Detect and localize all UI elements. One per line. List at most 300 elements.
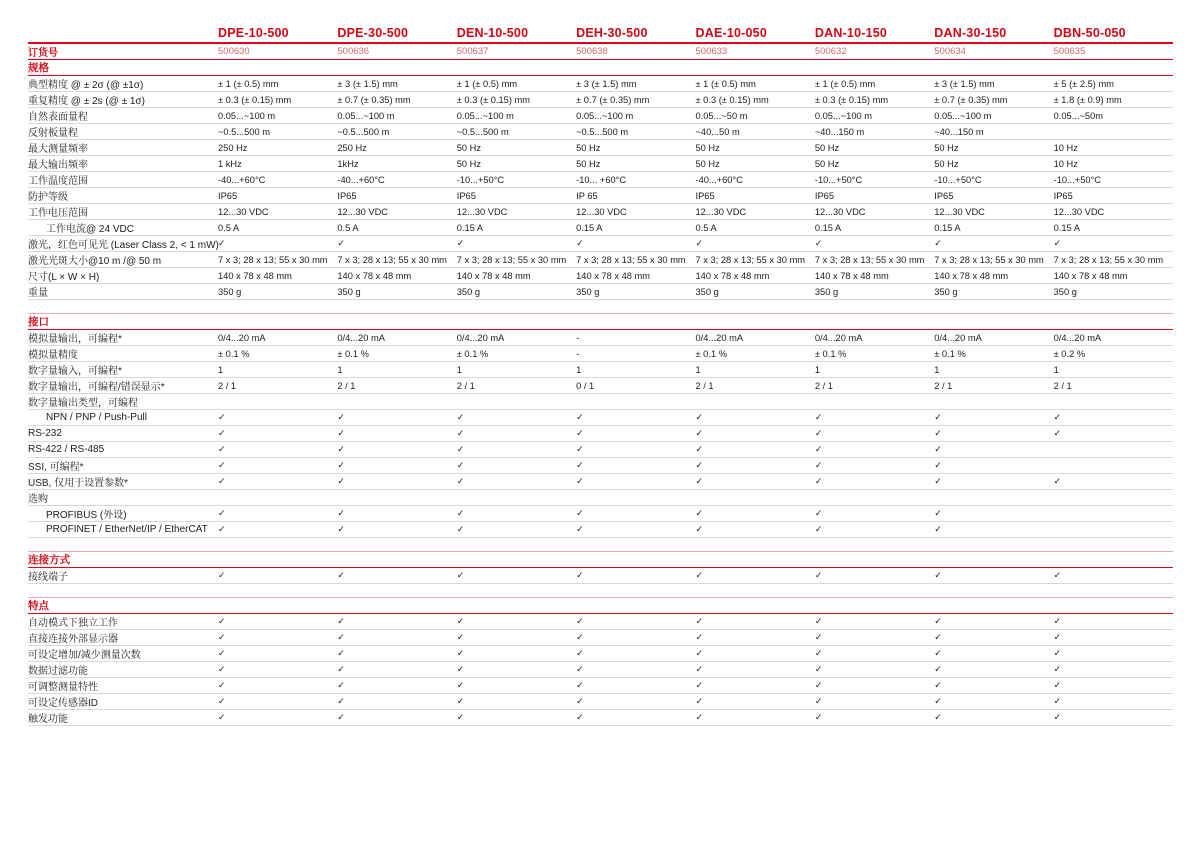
check-icon: ✓: [456, 476, 465, 486]
product-spec-table: [28, 25, 1173, 726]
value-cell: 2 / 1: [337, 380, 356, 391]
product-name-dpe-30-500: DPE-30-500: [337, 26, 409, 40]
value-cell: 10 Hz: [1053, 142, 1078, 153]
check-icon: ✓: [814, 238, 823, 248]
check-icon: ✓: [934, 570, 942, 580]
value-cell: ± 0.1 %: [814, 348, 847, 359]
value-cell: ± 5 (± 2.5) mm: [1053, 78, 1114, 89]
check-icon: ✓: [695, 680, 704, 690]
check-icon: ✓: [456, 570, 465, 580]
check-icon: ✓: [337, 712, 345, 722]
row-label: 激光，红色可见光 (Laser Class 2, < 1 mW): [28, 240, 219, 251]
check-icon: ✓: [218, 428, 226, 438]
check-icon: ✓: [456, 412, 465, 422]
check-icon: ✓: [576, 412, 584, 422]
row-label: 数字量输入，可编程*: [28, 366, 122, 377]
value-cell: ± 0.3 (± 0.15) mm: [695, 94, 769, 105]
value-cell: 0.05...~100 m: [934, 110, 992, 121]
section-title-interface: 接口: [28, 316, 49, 328]
check-icon: ✓: [934, 524, 942, 534]
value-cell: 1 kHz: [218, 158, 242, 169]
value-cell: 0.15 A: [456, 222, 484, 233]
table-row: [28, 172, 1173, 188]
value-cell: ± 1.8 (± 0.9) mm: [1053, 94, 1122, 105]
check-icon: ✓: [337, 680, 345, 690]
value-cell: -: [576, 348, 580, 359]
row-label: 工作电压范围: [28, 208, 88, 219]
check-icon: ✓: [934, 680, 942, 690]
check-icon: ✓: [1053, 648, 1062, 658]
row-label: 重量: [28, 288, 48, 299]
check-icon: ✓: [814, 460, 823, 470]
table-row: [28, 268, 1173, 284]
value-cell: ± 0.3 (± 0.15) mm: [218, 94, 292, 105]
check-icon: ✓: [934, 508, 942, 518]
row-label: 激光光斑大小@10 m /@ 50 m: [28, 256, 162, 267]
value-cell: ± 0.2 %: [1053, 348, 1086, 359]
value-cell: IP65: [218, 190, 238, 201]
product-name-dae-10-050: DAE-10-050: [695, 26, 767, 40]
check-icon: ✓: [814, 712, 823, 722]
value-cell: -40...+60°C: [695, 174, 743, 185]
check-icon: ✓: [337, 664, 345, 674]
check-icon: ✓: [456, 428, 465, 438]
value-cell: 0.05...~100 m: [814, 110, 872, 121]
value-cell: 50 Hz: [814, 158, 840, 169]
value-cell: 50 Hz: [934, 158, 959, 169]
value-cell: 2 / 1: [1053, 380, 1072, 391]
row-label: 工作电流@ 24 VDC: [46, 224, 134, 235]
check-icon: ✓: [337, 476, 345, 486]
row-label: USB, 仅用于设置参数*: [28, 478, 129, 489]
table-row: [28, 140, 1173, 156]
value-cell: -40...+60°C: [337, 174, 385, 185]
check-icon: ✓: [576, 616, 584, 626]
product-name-den-10-500: DEN-10-500: [456, 26, 529, 40]
check-icon: ✓: [814, 570, 823, 580]
row-label: 防护等级: [28, 192, 68, 203]
value-cell: 350 g: [1053, 286, 1077, 297]
value-cell: IP65: [695, 190, 715, 201]
row-label: PROFIBUS (外设): [46, 510, 127, 521]
order-number: 500638: [576, 46, 608, 57]
check-icon: ✓: [814, 648, 823, 658]
table-row: [28, 124, 1173, 140]
value-cell: 0/4...20 mA: [695, 332, 744, 343]
value-cell: 7 x 3; 28 x 13; 55 x 30 mm: [1053, 254, 1164, 265]
table-row: [28, 236, 1173, 252]
check-icon: ✓: [456, 632, 465, 642]
value-cell: 7 x 3; 28 x 13; 55 x 30 mm: [218, 254, 328, 265]
check-icon: ✓: [337, 428, 345, 438]
value-cell: 7 x 3; 28 x 13; 55 x 30 mm: [576, 254, 686, 265]
order-number-row: [28, 44, 1173, 60]
value-cell: 12...30 VDC: [337, 206, 389, 217]
value-cell: -10...+50°C: [934, 174, 982, 185]
check-icon: ✓: [337, 508, 345, 518]
table-row: [28, 662, 1173, 678]
value-cell: ± 0.7 (± 0.35) mm: [934, 94, 1008, 105]
table-row: [28, 156, 1173, 172]
value-cell: 0.05...~100 m: [218, 110, 276, 121]
value-cell: 0.5 A: [218, 222, 240, 233]
check-icon: ✓: [1053, 476, 1062, 486]
check-icon: ✓: [1053, 616, 1062, 626]
value-cell: 7 x 3; 28 x 13; 55 x 30 mm: [337, 254, 447, 265]
check-icon: ✓: [934, 238, 942, 248]
value-cell: ± 0.3 (± 0.15) mm: [456, 94, 530, 105]
check-icon: ✓: [695, 524, 704, 534]
row-label: 接线端子: [28, 572, 68, 583]
check-icon: ✓: [337, 616, 345, 626]
row-label: 直接连接外部显示器: [28, 634, 118, 645]
section-title-features: 特点: [28, 600, 49, 612]
value-cell: IP 65: [576, 190, 598, 201]
section-header-connection: [28, 551, 1173, 568]
check-icon: ✓: [456, 696, 465, 706]
check-icon: ✓: [1053, 696, 1062, 706]
value-cell: 1: [218, 364, 224, 375]
order-number: 500633: [695, 46, 728, 57]
value-cell: 12...30 VDC: [456, 206, 508, 217]
value-cell: 1: [576, 364, 582, 375]
check-icon: ✓: [337, 238, 345, 248]
check-icon: ✓: [934, 712, 942, 722]
value-cell: 140 x 78 x 48 mm: [814, 270, 889, 281]
row-label: 最大输出频率: [28, 160, 88, 171]
value-cell: ~40...150 m: [814, 126, 865, 137]
table-row: [28, 92, 1173, 108]
value-cell: 12...30 VDC: [1053, 206, 1105, 217]
value-cell: 140 x 78 x 48 mm: [456, 270, 531, 281]
value-cell: ~0.5...500 m: [576, 126, 629, 137]
check-icon: ✓: [456, 680, 465, 690]
value-cell: IP65: [337, 190, 357, 201]
check-icon: ✓: [576, 570, 584, 580]
value-cell: 350 g: [218, 286, 242, 297]
row-label: RS-232: [28, 428, 62, 439]
check-icon: ✓: [1053, 428, 1062, 438]
value-cell: ± 0.1 %: [456, 348, 489, 359]
check-icon: ✓: [218, 238, 226, 248]
row-label: 典型精度 @ ± 2σ (@ ±1σ): [28, 80, 144, 91]
table-row: [28, 220, 1173, 236]
value-cell: 0/4...20 mA: [934, 332, 982, 343]
value-cell: -40...+60°C: [218, 174, 266, 185]
check-icon: ✓: [218, 632, 226, 642]
check-icon: ✓: [695, 570, 704, 580]
table-row: [28, 284, 1173, 300]
table-row: [28, 410, 1173, 426]
value-cell: 2 / 1: [218, 380, 237, 391]
value-cell: 250 Hz: [337, 142, 367, 153]
value-cell: 140 x 78 x 48 mm: [218, 270, 292, 281]
table-row: [28, 108, 1173, 124]
value-cell: ± 0.7 (± 0.35) mm: [337, 94, 411, 105]
check-icon: ✓: [218, 476, 226, 486]
row-label: 最大测量频率: [28, 144, 88, 155]
check-icon: ✓: [1053, 238, 1062, 248]
value-cell: IP65: [814, 190, 834, 201]
check-icon: ✓: [576, 460, 584, 470]
value-cell: 12...30 VDC: [934, 206, 985, 217]
value-cell: 7 x 3; 28 x 13; 55 x 30 mm: [456, 254, 567, 265]
check-icon: ✓: [814, 412, 823, 422]
value-cell: ± 0.1 %: [934, 348, 966, 359]
value-cell: IP65: [1053, 190, 1073, 201]
value-cell: 50 Hz: [814, 142, 840, 153]
check-icon: ✓: [934, 412, 942, 422]
check-icon: ✓: [337, 696, 345, 706]
check-icon: ✓: [695, 648, 704, 658]
value-cell: IP65: [934, 190, 954, 201]
row-label: 尺寸(L × W × H): [28, 272, 100, 283]
value-cell: 12...30 VDC: [576, 206, 627, 217]
check-icon: ✓: [934, 616, 942, 626]
check-icon: ✓: [218, 664, 226, 674]
check-icon: ✓: [695, 664, 704, 674]
value-cell: 0.5 A: [695, 222, 717, 233]
check-icon: ✓: [695, 632, 704, 642]
value-cell: ~40...150 m: [934, 126, 984, 137]
value-cell: 250 Hz: [218, 142, 248, 153]
table-row: [28, 394, 1173, 410]
section-title-connection: 连接方式: [28, 554, 70, 566]
order-number: 500636: [337, 46, 370, 57]
check-icon: ✓: [695, 428, 704, 438]
check-icon: ✓: [456, 524, 465, 534]
check-icon: ✓: [576, 632, 584, 642]
value-cell: 1: [456, 364, 462, 375]
value-cell: ~0.5...500 m: [456, 126, 509, 137]
order-row-label: 订货号: [28, 48, 58, 59]
row-label: 可调整测量特性: [28, 682, 98, 693]
check-icon: ✓: [576, 476, 584, 486]
check-icon: ✓: [218, 524, 226, 534]
check-icon: ✓: [695, 696, 704, 706]
value-cell: 50 Hz: [934, 142, 959, 153]
value-cell: 0.15 A: [1053, 222, 1080, 233]
check-icon: ✓: [456, 444, 465, 454]
check-icon: ✓: [218, 460, 226, 470]
product-name-deh-30-500: DEH-30-500: [576, 26, 648, 40]
value-cell: ± 1 (± 0.5) mm: [695, 78, 756, 89]
check-icon: ✓: [456, 664, 465, 674]
check-icon: ✓: [456, 508, 465, 518]
value-cell: 12...30 VDC: [218, 206, 269, 217]
value-cell: 0.05...~50m: [1053, 110, 1103, 121]
section-header-features: [28, 597, 1173, 614]
order-number: 500635: [1053, 46, 1086, 57]
check-icon: ✓: [934, 664, 942, 674]
row-label: 数字量输出，可编程/错误显示*: [28, 382, 165, 393]
value-cell: 140 x 78 x 48 mm: [576, 270, 651, 281]
check-icon: ✓: [695, 712, 704, 722]
product-name-dan-30-150: DAN-30-150: [934, 26, 1007, 40]
table-row: [28, 474, 1173, 490]
value-cell: 350 g: [456, 286, 481, 297]
check-icon: ✓: [337, 524, 345, 534]
value-cell: 50 Hz: [576, 158, 601, 169]
value-cell: 1: [1053, 364, 1059, 375]
table-row: [28, 76, 1173, 92]
table-row: [28, 442, 1173, 458]
check-icon: ✓: [814, 696, 823, 706]
check-icon: ✓: [218, 648, 226, 658]
check-icon: ✓: [218, 412, 226, 422]
value-cell: 50 Hz: [695, 142, 720, 153]
check-icon: ✓: [576, 238, 584, 248]
table-row: [28, 346, 1173, 362]
check-icon: ✓: [1053, 570, 1062, 580]
check-icon: ✓: [337, 412, 345, 422]
check-icon: ✓: [337, 570, 345, 580]
value-cell: 1kHz: [337, 158, 359, 169]
row-label: 数据过滤功能: [28, 666, 88, 677]
order-number: 500632: [814, 46, 847, 57]
value-cell: 50 Hz: [456, 142, 482, 153]
check-icon: ✓: [695, 460, 704, 470]
check-icon: ✓: [934, 428, 942, 438]
check-icon: ✓: [576, 696, 584, 706]
table-row: [28, 678, 1173, 694]
table-row: [28, 252, 1173, 268]
value-cell: 140 x 78 x 48 mm: [934, 270, 1009, 281]
value-cell: 7 x 3; 28 x 13; 55 x 30 mm: [695, 254, 806, 265]
check-icon: ✓: [934, 444, 942, 454]
check-icon: ✓: [1053, 412, 1062, 422]
check-icon: ✓: [934, 476, 942, 486]
value-cell: -10...+50°C: [814, 174, 863, 185]
value-cell: ~40...50 m: [695, 126, 740, 137]
table-row: [28, 630, 1173, 646]
value-cell: 0.05...~100 m: [456, 110, 514, 121]
value-cell: 50 Hz: [576, 142, 601, 153]
table-row: [28, 568, 1173, 584]
table-row: [28, 362, 1173, 378]
value-cell: 2 / 1: [456, 380, 475, 391]
value-cell: ± 0.7 (± 0.35) mm: [576, 94, 650, 105]
product-name-dan-10-150: DAN-10-150: [814, 26, 888, 40]
check-icon: ✓: [218, 680, 226, 690]
row-label: 反射板量程: [28, 128, 78, 139]
value-cell: -: [576, 332, 580, 343]
check-icon: ✓: [1053, 664, 1062, 674]
value-cell: 1: [337, 364, 343, 375]
value-cell: ± 0.1 %: [695, 348, 727, 359]
value-cell: ~0.5...500 m: [337, 126, 390, 137]
value-cell: 2 / 1: [934, 380, 953, 391]
value-cell: ± 0.3 (± 0.15) mm: [814, 94, 889, 105]
value-cell: 140 x 78 x 48 mm: [695, 270, 770, 281]
check-icon: ✓: [695, 476, 704, 486]
value-cell: 0.15 A: [934, 222, 961, 233]
value-cell: ± 1 (± 0.5) mm: [218, 78, 279, 89]
value-cell: 0/4...20 mA: [337, 332, 385, 343]
check-icon: ✓: [695, 616, 704, 626]
value-cell: 12...30 VDC: [814, 206, 866, 217]
value-cell: 0 / 1: [576, 380, 595, 391]
value-cell: 7 x 3; 28 x 13; 55 x 30 mm: [934, 254, 1044, 265]
value-cell: 0/4...20 mA: [814, 332, 863, 343]
value-cell: 350 g: [814, 286, 839, 297]
check-icon: ✓: [576, 524, 584, 534]
check-icon: ✓: [576, 444, 584, 454]
value-cell: 0.15 A: [814, 222, 842, 233]
table-row: [28, 330, 1173, 346]
check-icon: ✓: [576, 508, 584, 518]
row-label: 触发功能: [28, 714, 68, 725]
value-cell: 10 Hz: [1053, 158, 1078, 169]
table-row: [28, 506, 1173, 522]
check-icon: ✓: [218, 444, 226, 454]
section-title-specifications: 规格: [28, 62, 49, 74]
value-cell: 7 x 3; 28 x 13; 55 x 30 mm: [814, 254, 925, 265]
product-header-row: [28, 25, 1173, 44]
check-icon: ✓: [814, 664, 823, 674]
check-icon: ✓: [456, 460, 465, 470]
row-label: PROFINET / EtherNet/IP / EtherCAT: [46, 524, 208, 535]
check-icon: ✓: [1053, 712, 1062, 722]
row-label: 自动模式下独立工作: [28, 618, 118, 629]
check-icon: ✓: [814, 616, 823, 626]
row-label: RS-422 / RS-485: [28, 444, 105, 455]
check-icon: ✓: [814, 444, 823, 454]
table-row: [28, 614, 1173, 630]
table-row: [28, 188, 1173, 204]
check-icon: ✓: [814, 524, 823, 534]
check-icon: ✓: [218, 508, 226, 518]
check-icon: ✓: [218, 616, 226, 626]
value-cell: 350 g: [576, 286, 600, 297]
row-label: 可设定增加/减少测量次数: [28, 650, 141, 661]
check-icon: ✓: [576, 664, 584, 674]
check-icon: ✓: [576, 712, 584, 722]
check-icon: ✓: [456, 238, 465, 248]
section-header-interface: [28, 313, 1173, 330]
check-icon: ✓: [695, 412, 704, 422]
table-row: [28, 710, 1173, 726]
value-cell: 0.05...~50 m: [695, 110, 748, 121]
check-icon: ✓: [576, 680, 584, 690]
check-icon: ✓: [456, 648, 465, 658]
check-icon: ✓: [934, 696, 942, 706]
order-number: 500634: [934, 46, 966, 57]
value-cell: 0.5 A: [337, 222, 359, 233]
check-icon: ✓: [814, 508, 823, 518]
row-label: 模拟量输出，可编程*: [28, 334, 122, 345]
check-icon: ✓: [337, 648, 345, 658]
value-cell: 50 Hz: [695, 158, 720, 169]
value-cell: 350 g: [934, 286, 958, 297]
check-icon: ✓: [814, 680, 823, 690]
table-row: [28, 426, 1173, 442]
check-icon: ✓: [814, 428, 823, 438]
value-cell: -10...+50°C: [1053, 174, 1102, 185]
check-icon: ✓: [934, 632, 942, 642]
value-cell: 12...30 VDC: [695, 206, 747, 217]
value-cell: ± 1 (± 0.5) mm: [814, 78, 876, 89]
value-cell: -10... +60°C: [576, 174, 627, 185]
value-cell: 350 g: [695, 286, 719, 297]
check-icon: ✓: [695, 238, 704, 248]
value-cell: ± 1 (± 0.5) mm: [456, 78, 518, 89]
value-cell: 140 x 78 x 48 mm: [1053, 270, 1128, 281]
check-icon: ✓: [218, 712, 226, 722]
check-icon: ✓: [1053, 680, 1062, 690]
value-cell: ~0.5...500 m: [218, 126, 270, 137]
check-icon: ✓: [814, 476, 823, 486]
